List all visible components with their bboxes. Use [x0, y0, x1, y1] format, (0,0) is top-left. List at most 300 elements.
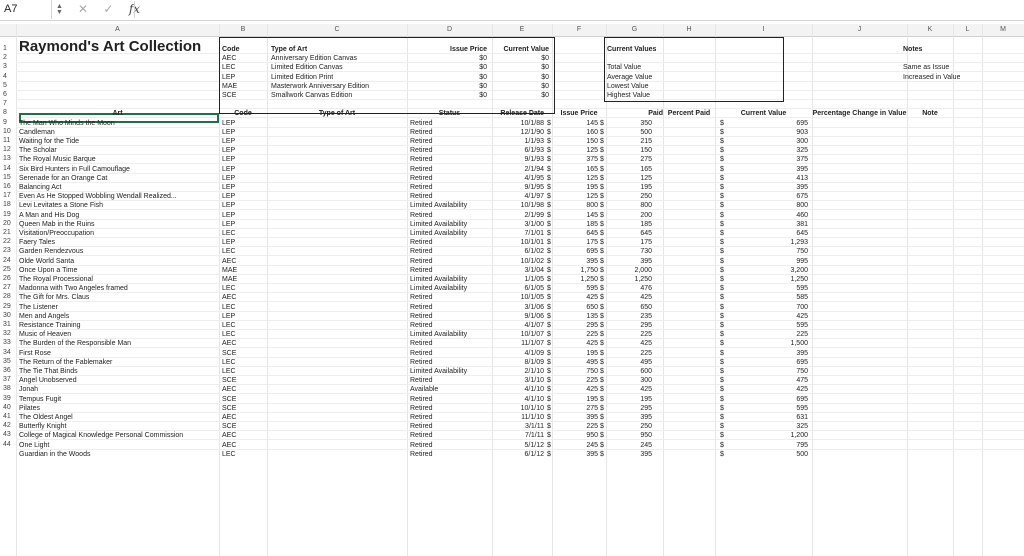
dollar-sign-cell[interactable]: $: [720, 165, 724, 173]
dollar-sign-cell[interactable]: $: [547, 414, 551, 421]
issue-price-cell[interactable]: 125: [586, 193, 598, 201]
release-date-cell[interactable]: 12/1/90: [520, 128, 544, 136]
status-cell[interactable]: Limited Availability: [410, 331, 468, 339]
code-cell[interactable]: LEC: [222, 368, 236, 375]
art-name-cell[interactable]: Balancing Act: [19, 184, 62, 191]
insert-function-icon[interactable]: fx: [128, 2, 141, 16]
current-value-cell[interactable]: 695: [796, 395, 808, 403]
paid-cell[interactable]: 495: [640, 358, 652, 366]
row-header[interactable]: 44: [3, 440, 11, 448]
status-cell[interactable]: Retired: [410, 395, 433, 403]
code-table-cell[interactable]: Limited Edition Canvas: [271, 64, 343, 72]
dollar-sign-cell[interactable]: $: [547, 147, 551, 155]
status-cell[interactable]: Retired: [410, 147, 433, 155]
table-header-percent-paid[interactable]: Percent Paid: [667, 110, 711, 118]
status-cell[interactable]: Retired: [410, 404, 433, 412]
dollar-sign-cell[interactable]: $: [600, 138, 604, 145]
art-name-cell[interactable]: Garden Rendezvous: [19, 248, 84, 256]
issue-price-cell[interactable]: 275: [586, 404, 598, 412]
status-cell[interactable]: Available: [410, 386, 439, 394]
status-cell[interactable]: Limited Availability: [410, 285, 468, 293]
issue-price-cell[interactable]: 395: [586, 257, 598, 265]
current-value-cell[interactable]: 395: [796, 165, 808, 173]
dollar-sign-cell[interactable]: $: [720, 128, 724, 136]
notes-item[interactable]: Increased in Value: [903, 73, 961, 81]
code-cell[interactable]: LEC: [222, 285, 236, 293]
dollar-sign-cell[interactable]: $: [720, 377, 724, 385]
status-cell[interactable]: Retired: [410, 174, 433, 182]
code-table-cell[interactable]: $0: [541, 92, 549, 99]
current-value-cell[interactable]: 1,500: [790, 340, 808, 348]
dollar-sign-cell[interactable]: $: [720, 441, 724, 449]
dollar-sign-cell[interactable]: $: [600, 257, 604, 265]
dollar-sign-cell[interactable]: $: [547, 312, 551, 320]
dollar-sign-cell[interactable]: $: [720, 220, 724, 228]
row-header[interactable]: 32: [3, 330, 11, 338]
dollar-sign-cell[interactable]: $: [547, 358, 551, 366]
issue-price-cell[interactable]: 650: [586, 303, 598, 311]
paid-cell[interactable]: 150: [640, 147, 652, 155]
art-name-cell[interactable]: Faery Tales: [19, 239, 56, 247]
dollar-sign-cell[interactable]: $: [547, 248, 551, 256]
table-header-paid[interactable]: Paid: [648, 110, 663, 118]
dollar-sign-cell[interactable]: $: [547, 230, 551, 237]
paid-cell[interactable]: 250: [640, 423, 652, 431]
code-cell[interactable]: LEP: [222, 202, 236, 210]
dollar-sign-cell[interactable]: $: [600, 294, 604, 302]
paid-cell[interactable]: 295: [640, 322, 652, 329]
table-header-percentage-change[interactable]: Percentage Change in Value: [812, 110, 907, 118]
code-cell[interactable]: SCE: [222, 395, 237, 403]
column-header-j[interactable]: J: [812, 24, 907, 37]
code-table-cell[interactable]: $0: [479, 55, 487, 63]
dollar-sign-cell[interactable]: $: [720, 423, 724, 431]
code-table-cell[interactable]: $0: [541, 73, 549, 81]
dollar-sign-cell[interactable]: $: [600, 450, 604, 458]
code-table-cell[interactable]: LEC: [222, 64, 236, 72]
release-date-cell[interactable]: 4/1/07: [524, 322, 544, 329]
row-header[interactable]: 20: [3, 219, 11, 227]
code-cell[interactable]: LEP: [222, 184, 236, 191]
issue-price-cell[interactable]: 175: [586, 239, 598, 247]
dollar-sign-cell[interactable]: $: [547, 349, 551, 357]
release-date-cell[interactable]: 6/1/12: [524, 450, 544, 458]
dollar-sign-cell[interactable]: $: [547, 432, 551, 440]
row-header[interactable]: 36: [3, 367, 11, 374]
dollar-sign-cell[interactable]: $: [547, 266, 551, 274]
dollar-sign-cell[interactable]: $: [720, 285, 724, 293]
status-cell[interactable]: Retired: [410, 349, 433, 357]
dollar-sign-cell[interactable]: $: [600, 128, 604, 136]
current-value-cell[interactable]: 700: [796, 303, 808, 311]
release-date-cell[interactable]: 11/1/10: [521, 414, 544, 421]
release-date-cell[interactable]: 9/1/93: [524, 156, 544, 164]
code-table-cell[interactable]: Anniversary Edition Canvas: [271, 55, 357, 63]
row-header[interactable]: 29: [3, 302, 11, 310]
issue-price-cell[interactable]: 225: [586, 423, 598, 431]
art-name-cell[interactable]: Music of Heaven: [19, 331, 72, 339]
paid-cell[interactable]: 1,250: [634, 276, 652, 283]
dollar-sign-cell[interactable]: $: [547, 211, 551, 219]
paid-cell[interactable]: 2,000: [634, 266, 652, 274]
status-cell[interactable]: Retired: [410, 184, 433, 191]
dollar-sign-cell[interactable]: $: [547, 331, 551, 339]
dollar-sign-cell[interactable]: $: [720, 156, 724, 164]
dollar-sign-cell[interactable]: $: [547, 368, 551, 375]
dollar-sign-cell[interactable]: $: [600, 386, 604, 394]
code-table-cell[interactable]: Masterwork Anniversary Edition: [271, 82, 370, 90]
status-cell[interactable]: Retired: [410, 294, 433, 302]
dollar-sign-cell[interactable]: $: [547, 165, 551, 173]
row-header[interactable]: 19: [3, 210, 11, 218]
release-date-cell[interactable]: 1/1/05: [524, 276, 544, 283]
row-header[interactable]: 1: [3, 45, 7, 52]
current-value-cell[interactable]: 695: [796, 119, 808, 127]
current-value-cell[interactable]: 413: [796, 174, 808, 182]
paid-cell[interactable]: 730: [640, 248, 652, 256]
code-cell[interactable]: LEP: [222, 239, 236, 247]
code-table-cell[interactable]: $0: [479, 73, 487, 81]
code-cell[interactable]: AEC: [222, 441, 237, 449]
code-table-header-code[interactable]: Code: [222, 46, 240, 53]
current-value-cell[interactable]: 325: [796, 423, 808, 431]
art-name-cell[interactable]: A Man and His Dog: [19, 211, 80, 219]
art-name-cell[interactable]: Six Bird Hunters in Full Camouflage: [19, 165, 130, 173]
dollar-sign-cell[interactable]: $: [720, 358, 724, 366]
issue-price-cell[interactable]: 145: [586, 119, 598, 127]
status-cell[interactable]: Limited Availability: [410, 368, 468, 375]
code-cell[interactable]: AEC: [222, 257, 237, 265]
issue-price-cell[interactable]: 695: [586, 248, 598, 256]
issue-price-cell[interactable]: 165: [586, 165, 598, 173]
code-cell[interactable]: AEC: [222, 294, 237, 302]
code-cell[interactable]: AEC: [222, 340, 237, 348]
row-header[interactable]: 28: [3, 293, 11, 301]
dollar-sign-cell[interactable]: $: [600, 312, 604, 320]
status-cell[interactable]: Retired: [410, 432, 433, 440]
art-name-cell[interactable]: Once Upon a Time: [19, 266, 78, 274]
code-table-header-type[interactable]: Type of Art: [271, 46, 308, 53]
dollar-sign-cell[interactable]: $: [720, 276, 724, 283]
paid-cell[interactable]: 295: [640, 404, 652, 412]
row-header[interactable]: 38: [3, 385, 11, 393]
status-cell[interactable]: Retired: [410, 239, 433, 247]
dollar-sign-cell[interactable]: $: [720, 312, 724, 320]
issue-price-cell[interactable]: 425: [586, 340, 598, 348]
art-name-cell[interactable]: The Tie That Binds: [19, 368, 78, 375]
dollar-sign-cell[interactable]: $: [720, 202, 724, 210]
code-table-cell[interactable]: Smallwork Canvas Edition: [271, 92, 353, 99]
current-value-cell[interactable]: 1,250: [790, 276, 808, 283]
dollar-sign-cell[interactable]: $: [547, 303, 551, 311]
select-all-corner[interactable]: [0, 24, 16, 37]
dollar-sign-cell[interactable]: $: [547, 386, 551, 394]
code-cell[interactable]: LEP: [222, 156, 236, 164]
code-table-cell[interactable]: $0: [541, 82, 549, 90]
art-name-cell[interactable]: Pilates: [19, 404, 41, 412]
current-value-cell[interactable]: 425: [796, 386, 808, 394]
status-cell[interactable]: Limited Availability: [410, 202, 468, 210]
paid-cell[interactable]: 125: [640, 174, 652, 182]
row-header[interactable]: 12: [3, 146, 11, 154]
art-name-cell[interactable]: The Gift for Mrs. Claus: [19, 294, 90, 302]
column-header-k[interactable]: K: [907, 24, 953, 37]
status-cell[interactable]: Retired: [410, 211, 433, 219]
dollar-sign-cell[interactable]: $: [600, 377, 604, 385]
dollar-sign-cell[interactable]: $: [547, 294, 551, 302]
code-table-cell[interactable]: MAE: [222, 82, 238, 90]
art-name-cell[interactable]: Tempus Fugit: [19, 395, 62, 403]
code-cell[interactable]: LEC: [222, 331, 236, 339]
row-header[interactable]: 14: [3, 164, 11, 172]
current-value-cell[interactable]: 1,200: [790, 432, 808, 440]
art-name-cell[interactable]: Resistance Training: [19, 322, 81, 329]
dollar-sign-cell[interactable]: $: [720, 386, 724, 394]
code-cell[interactable]: LEP: [222, 128, 236, 136]
code-cell[interactable]: AEC: [222, 386, 237, 394]
issue-price-cell[interactable]: 395: [586, 450, 598, 458]
row-header[interactable]: 10: [3, 127, 11, 135]
current-value-cell[interactable]: 585: [796, 294, 808, 302]
dollar-sign-cell[interactable]: $: [720, 368, 724, 375]
current-values-item[interactable]: Highest Value: [607, 92, 651, 99]
current-value-cell[interactable]: 3,200: [790, 266, 808, 274]
dollar-sign-cell[interactable]: $: [547, 450, 551, 458]
row-header[interactable]: 21: [3, 229, 11, 236]
paid-cell[interactable]: 300: [640, 377, 652, 385]
status-cell[interactable]: Limited Availability: [410, 276, 468, 283]
paid-cell[interactable]: 425: [640, 294, 652, 302]
issue-price-cell[interactable]: 595: [586, 285, 598, 293]
art-name-cell[interactable]: Angel Unobserved: [19, 377, 77, 385]
dollar-sign-cell[interactable]: $: [720, 211, 724, 219]
dollar-sign-cell[interactable]: $: [720, 450, 724, 458]
paid-cell[interactable]: 950: [640, 432, 652, 440]
art-name-cell[interactable]: Candleman: [19, 128, 55, 136]
column-header-e[interactable]: E: [492, 24, 552, 37]
art-name-cell[interactable]: The Royal Music Barque: [19, 156, 96, 164]
code-table-cell[interactable]: $0: [479, 64, 487, 72]
paid-cell[interactable]: 425: [640, 386, 652, 394]
release-date-cell[interactable]: 2/1/99: [524, 211, 544, 219]
notes-item[interactable]: Same as Issue: [903, 64, 950, 72]
row-header[interactable]: 40: [3, 403, 11, 411]
dollar-sign-cell[interactable]: $: [720, 349, 724, 357]
row-header[interactable]: 11: [3, 137, 11, 144]
paid-cell[interactable]: 195: [640, 395, 652, 403]
dollar-sign-cell[interactable]: $: [547, 138, 551, 145]
dollar-sign-cell[interactable]: $: [720, 432, 724, 440]
release-date-cell[interactable]: 7/1/11: [525, 432, 544, 440]
row-header[interactable]: 23: [3, 247, 11, 255]
current-value-cell[interactable]: 395: [796, 184, 808, 191]
release-date-cell[interactable]: 1/1/93: [524, 138, 544, 145]
code-cell[interactable]: LEP: [222, 312, 236, 320]
dollar-sign-cell[interactable]: $: [720, 322, 724, 329]
status-cell[interactable]: Limited Availability: [410, 220, 468, 228]
art-name-cell[interactable]: First Rose: [19, 349, 51, 357]
status-cell[interactable]: Retired: [410, 441, 433, 449]
row-header[interactable]: 35: [3, 357, 11, 365]
release-date-cell[interactable]: 10/1/98: [520, 202, 544, 210]
current-value-cell[interactable]: 645: [796, 230, 808, 237]
current-value-cell[interactable]: 631: [796, 414, 808, 421]
status-cell[interactable]: Retired: [410, 312, 433, 320]
dollar-sign-cell[interactable]: $: [720, 414, 724, 421]
art-name-cell[interactable]: Men and Angels: [19, 312, 70, 320]
dollar-sign-cell[interactable]: $: [720, 184, 724, 191]
dollar-sign-cell[interactable]: $: [600, 303, 604, 311]
row-header[interactable]: 15: [3, 173, 11, 181]
dollar-sign-cell[interactable]: $: [600, 395, 604, 403]
dollar-sign-cell[interactable]: $: [600, 432, 604, 440]
release-date-cell[interactable]: 6/1/05: [524, 285, 544, 293]
status-cell[interactable]: Retired: [410, 266, 433, 274]
issue-price-cell[interactable]: 425: [586, 386, 598, 394]
code-cell[interactable]: SCE: [222, 377, 237, 385]
row-header[interactable]: 30: [3, 311, 11, 319]
status-cell[interactable]: Retired: [410, 414, 433, 421]
release-date-cell[interactable]: 4/1/09: [524, 349, 544, 357]
dollar-sign-cell[interactable]: $: [547, 174, 551, 182]
row-header[interactable]: 26: [3, 275, 11, 282]
notes-header[interactable]: Notes: [903, 46, 923, 53]
release-date-cell[interactable]: 11/1/07: [521, 340, 544, 348]
code-cell[interactable]: LEP: [222, 119, 236, 127]
status-cell[interactable]: Retired: [410, 423, 433, 431]
current-value-cell[interactable]: 425: [796, 312, 808, 320]
paid-cell[interactable]: 275: [640, 156, 652, 164]
row-header[interactable]: 2: [3, 54, 7, 62]
row-header[interactable]: 5: [3, 81, 7, 89]
current-value-cell[interactable]: 475: [796, 377, 808, 385]
dollar-sign-cell[interactable]: $: [547, 193, 551, 201]
issue-price-cell[interactable]: 375: [586, 156, 598, 164]
code-cell[interactable]: LEP: [222, 220, 236, 228]
dollar-sign-cell[interactable]: $: [600, 220, 604, 228]
paid-cell[interactable]: 225: [640, 331, 652, 339]
dollar-sign-cell[interactable]: $: [600, 276, 604, 283]
current-value-cell[interactable]: 225: [796, 331, 808, 339]
code-table-cell[interactable]: $0: [541, 55, 549, 63]
paid-cell[interactable]: 235: [640, 312, 652, 320]
issue-price-cell[interactable]: 950: [586, 432, 598, 440]
row-header[interactable]: 43: [3, 431, 11, 439]
code-cell[interactable]: MAE: [222, 266, 238, 274]
paid-cell[interactable]: 350: [640, 119, 652, 127]
row-header[interactable]: 39: [3, 394, 11, 402]
paid-cell[interactable]: 395: [640, 257, 652, 265]
dollar-sign-cell[interactable]: $: [600, 165, 604, 173]
issue-price-cell[interactable]: 295: [586, 322, 598, 329]
issue-price-cell[interactable]: 125: [586, 174, 598, 182]
dollar-sign-cell[interactable]: $: [720, 248, 724, 256]
issue-price-cell[interactable]: 425: [586, 294, 598, 302]
current-value-cell[interactable]: 381: [796, 220, 808, 228]
current-value-cell[interactable]: 325: [796, 147, 808, 155]
row-header[interactable]: 18: [3, 201, 11, 209]
row-header[interactable]: 13: [3, 155, 11, 163]
paid-cell[interactable]: 215: [640, 138, 652, 145]
code-table-header-issue-price[interactable]: Issue Price: [450, 46, 487, 53]
paid-cell[interactable]: 600: [640, 368, 652, 375]
issue-price-cell[interactable]: 1,750: [580, 266, 598, 274]
dollar-sign-cell[interactable]: $: [547, 404, 551, 412]
art-name-cell[interactable]: The Oldest Angel: [19, 414, 73, 421]
dollar-sign-cell[interactable]: $: [547, 239, 551, 247]
issue-price-cell[interactable]: 145: [586, 211, 598, 219]
current-values-item[interactable]: Lowest Value: [607, 82, 649, 90]
dollar-sign-cell[interactable]: $: [600, 349, 604, 357]
sheet-title[interactable]: Raymond's Art Collection: [19, 38, 202, 55]
status-cell[interactable]: Retired: [410, 377, 433, 385]
dollar-sign-cell[interactable]: $: [547, 119, 551, 127]
row-header[interactable]: 31: [3, 321, 11, 328]
current-values-item[interactable]: Total Value: [607, 64, 642, 72]
dollar-sign-cell[interactable]: $: [600, 239, 604, 247]
release-date-cell[interactable]: 5/1/12: [524, 441, 544, 449]
dollar-sign-cell[interactable]: $: [720, 266, 724, 274]
code-table-cell[interactable]: AEC: [222, 55, 237, 63]
dollar-sign-cell[interactable]: $: [547, 184, 551, 191]
column-header-d[interactable]: D: [407, 24, 492, 37]
dollar-sign-cell[interactable]: $: [720, 119, 724, 127]
paid-cell[interactable]: 195: [640, 184, 652, 191]
release-date-cell[interactable]: 3/1/04: [524, 266, 544, 274]
row-header[interactable]: 4: [3, 72, 7, 80]
issue-price-cell[interactable]: 185: [586, 220, 598, 228]
release-date-cell[interactable]: 8/1/09: [524, 358, 544, 366]
art-name-cell[interactable]: Olde World Santa: [19, 257, 75, 265]
paid-cell[interactable]: 650: [640, 303, 652, 311]
art-name-cell[interactable]: The Scholar: [19, 147, 57, 155]
column-header-f[interactable]: F: [552, 24, 606, 37]
confirm-icon[interactable]: ✓: [103, 2, 114, 16]
status-cell[interactable]: Retired: [410, 303, 433, 311]
dollar-sign-cell[interactable]: $: [547, 423, 551, 431]
issue-price-cell[interactable]: 150: [586, 138, 598, 145]
release-date-cell[interactable]: 10/1/10: [520, 404, 544, 412]
name-box[interactable]: A7: [0, 0, 52, 19]
current-value-cell[interactable]: 595: [796, 285, 808, 293]
table-header-release-date[interactable]: Release Date: [500, 110, 544, 118]
dollar-sign-cell[interactable]: $: [600, 156, 604, 164]
status-cell[interactable]: Retired: [410, 193, 433, 201]
dollar-sign-cell[interactable]: $: [600, 184, 604, 191]
code-cell[interactable]: AEC: [222, 432, 237, 440]
current-value-cell[interactable]: 500: [796, 450, 808, 458]
row-header[interactable]: 17: [3, 192, 11, 200]
code-cell[interactable]: LEP: [222, 165, 236, 173]
code-cell[interactable]: LEC: [222, 358, 236, 366]
art-name-cell[interactable]: Jonah: [19, 386, 39, 394]
dollar-sign-cell[interactable]: $: [600, 404, 604, 412]
paid-cell[interactable]: 395: [640, 450, 652, 458]
art-name-cell[interactable]: Levi Levitates a Stone Fish: [19, 202, 104, 210]
release-date-cell[interactable]: 9/1/95: [524, 184, 544, 191]
row-header[interactable]: 42: [3, 422, 11, 430]
status-cell[interactable]: Retired: [410, 450, 433, 458]
paid-cell[interactable]: 165: [640, 165, 652, 173]
issue-price-cell[interactable]: 395: [586, 414, 598, 421]
code-table-cell[interactable]: $0: [479, 82, 487, 90]
dollar-sign-cell[interactable]: $: [600, 119, 604, 127]
art-name-cell[interactable]: Serenade for an Orange Cat: [19, 174, 108, 182]
dollar-sign-cell[interactable]: $: [720, 303, 724, 311]
row-header[interactable]: 6: [3, 91, 7, 98]
code-cell[interactable]: SCE: [222, 349, 237, 357]
current-value-cell[interactable]: 995: [796, 257, 808, 265]
